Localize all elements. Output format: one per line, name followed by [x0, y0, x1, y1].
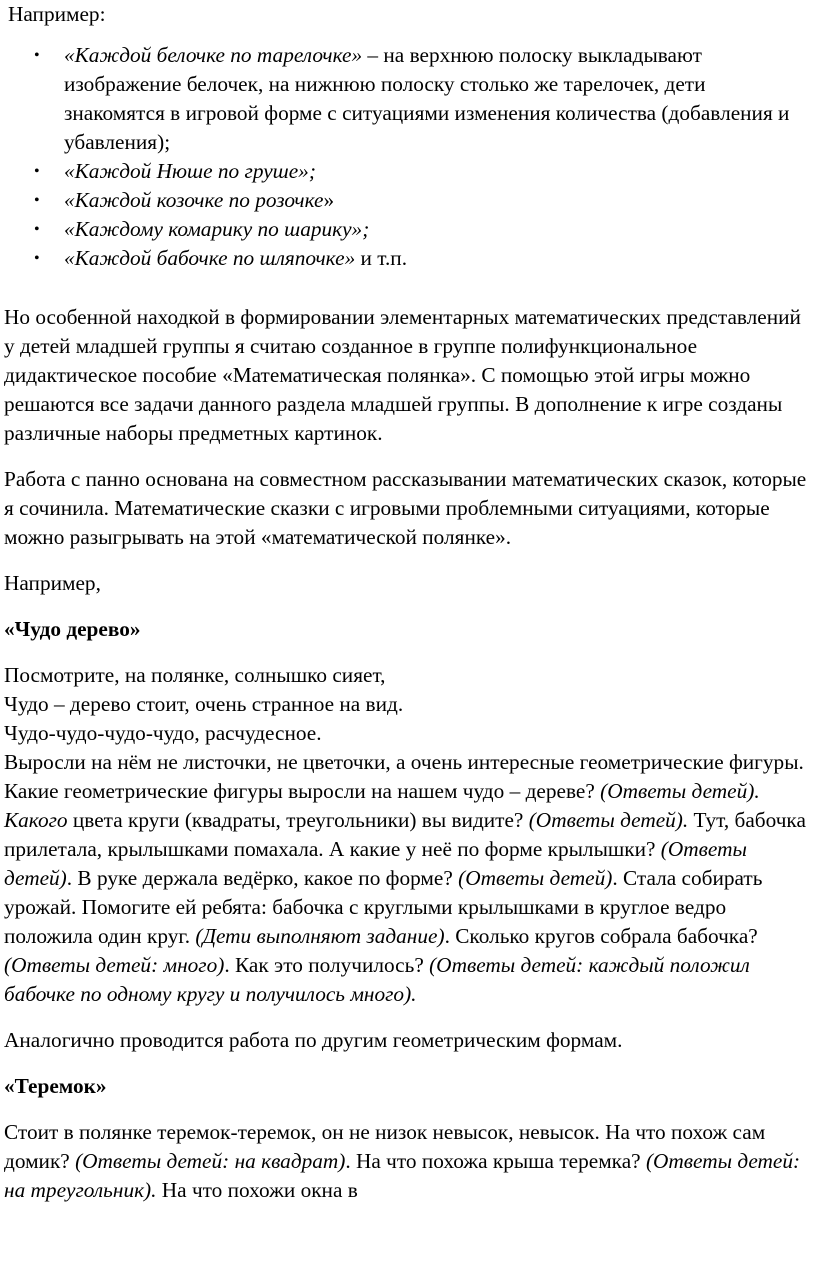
story-line: Посмотрите, на полянке, солнышко сияет,	[4, 663, 386, 687]
question-text: . На что похожа крыша теремка?	[345, 1149, 646, 1173]
story-block	[4, 1118, 808, 1205]
section-title: «Теремок»	[4, 1074, 107, 1098]
answer-text: (Дети выполняют задание)	[195, 924, 445, 948]
answer-text: (Ответы детей)	[458, 866, 613, 890]
paragraph: Аналогично проводится работа по другим геометрическим формам.	[4, 1028, 623, 1052]
answer-text: (Ответы детей).	[528, 808, 689, 832]
answer-text: (Ответы детей: каждый положил бабочке по одному кругу и получилось много).	[4, 953, 750, 1006]
intro-text: Например:	[8, 2, 106, 26]
question-text: Какие геометрические фигуры выросли на нашем чудо – дереве?	[4, 779, 601, 803]
list-item: • «Каждому комарику по шарику»;	[64, 215, 808, 244]
list-item: • «Каждой козочке по розочке»	[64, 186, 808, 215]
list-item: • «Каждой бабочке по шляпочке» и т.п.	[64, 244, 808, 273]
paragraph: Но особенной находкой в формировании элементарных математических представлений у детей младшей группы я считаю созданное в группе полифункциональное дидактическое пособие «Математическая полянка». С помощью этой игры можно решаются все задачи данного раздела младшей группы. В дополнение к игре созданы различные наборы предметных картинок.	[4, 305, 801, 445]
question-text: . Стала собирать урожай. Помогите ей ребята: бабочка с круглыми крылышками в круглое ведро положила один круг.	[4, 866, 763, 948]
question-text: . Сколько кругов собрала бабочка?	[444, 924, 758, 948]
question-text: цвета круги (квадраты, треугольники) вы видите?	[67, 808, 529, 832]
story-line: Чудо-чудо-чудо-чудо, расчудесное.	[4, 721, 322, 745]
list-item: • «Каждой белочке по тарелочке» – на верхнюю полоску выкладывают изображение белочек, на нижнюю полоску столько же тарелочек, дети знакомятся в игровой форме с ситуациями изменения количества (добавления и убавления);	[64, 41, 808, 157]
question-text: Стоит в полянке теремок-теремок, он не низок невысок, невысок. На что похож сам домик?	[4, 1120, 766, 1173]
example-list	[4, 41, 808, 273]
story-line: Выросли на нём не листочки, не цветочки, а очень интересные геометрические фигуры.	[4, 750, 804, 774]
answer-text: (Ответы детей: на треугольник).	[4, 1149, 801, 1202]
answer-text: (Ответы детей)	[4, 837, 747, 890]
story-line: Чудо – дерево стоит, очень странное на вид.	[4, 692, 404, 716]
list-item: • «Каждой Нюше по груше»;	[64, 157, 808, 186]
paragraph: Работа с панно основана на совместном рассказывании математических сказок, которые я сочинила. Математические сказки с игровыми проблемными ситуациями, которые можно разыгрывать на этой «математической полянке».	[4, 467, 807, 549]
question-text: На что похожи окна в	[156, 1178, 358, 1202]
section-title: «Чудо дерево»	[4, 617, 141, 641]
answer-text: (Ответы детей: много)	[4, 953, 225, 977]
answer-text: (Ответы детей). Какого	[4, 779, 760, 832]
story-block	[4, 661, 808, 1009]
question-text: . Как это получилось?	[224, 953, 430, 977]
paragraph: Например,	[4, 571, 101, 595]
question-text: . В руке держала ведёрко, какое по форме?	[66, 866, 459, 890]
question-text: Тут, бабочка прилетала, крылышками помахала. А какие у неё по форме крылышки?	[4, 808, 806, 861]
answer-text: (Ответы детей: на квадрат)	[75, 1149, 346, 1173]
